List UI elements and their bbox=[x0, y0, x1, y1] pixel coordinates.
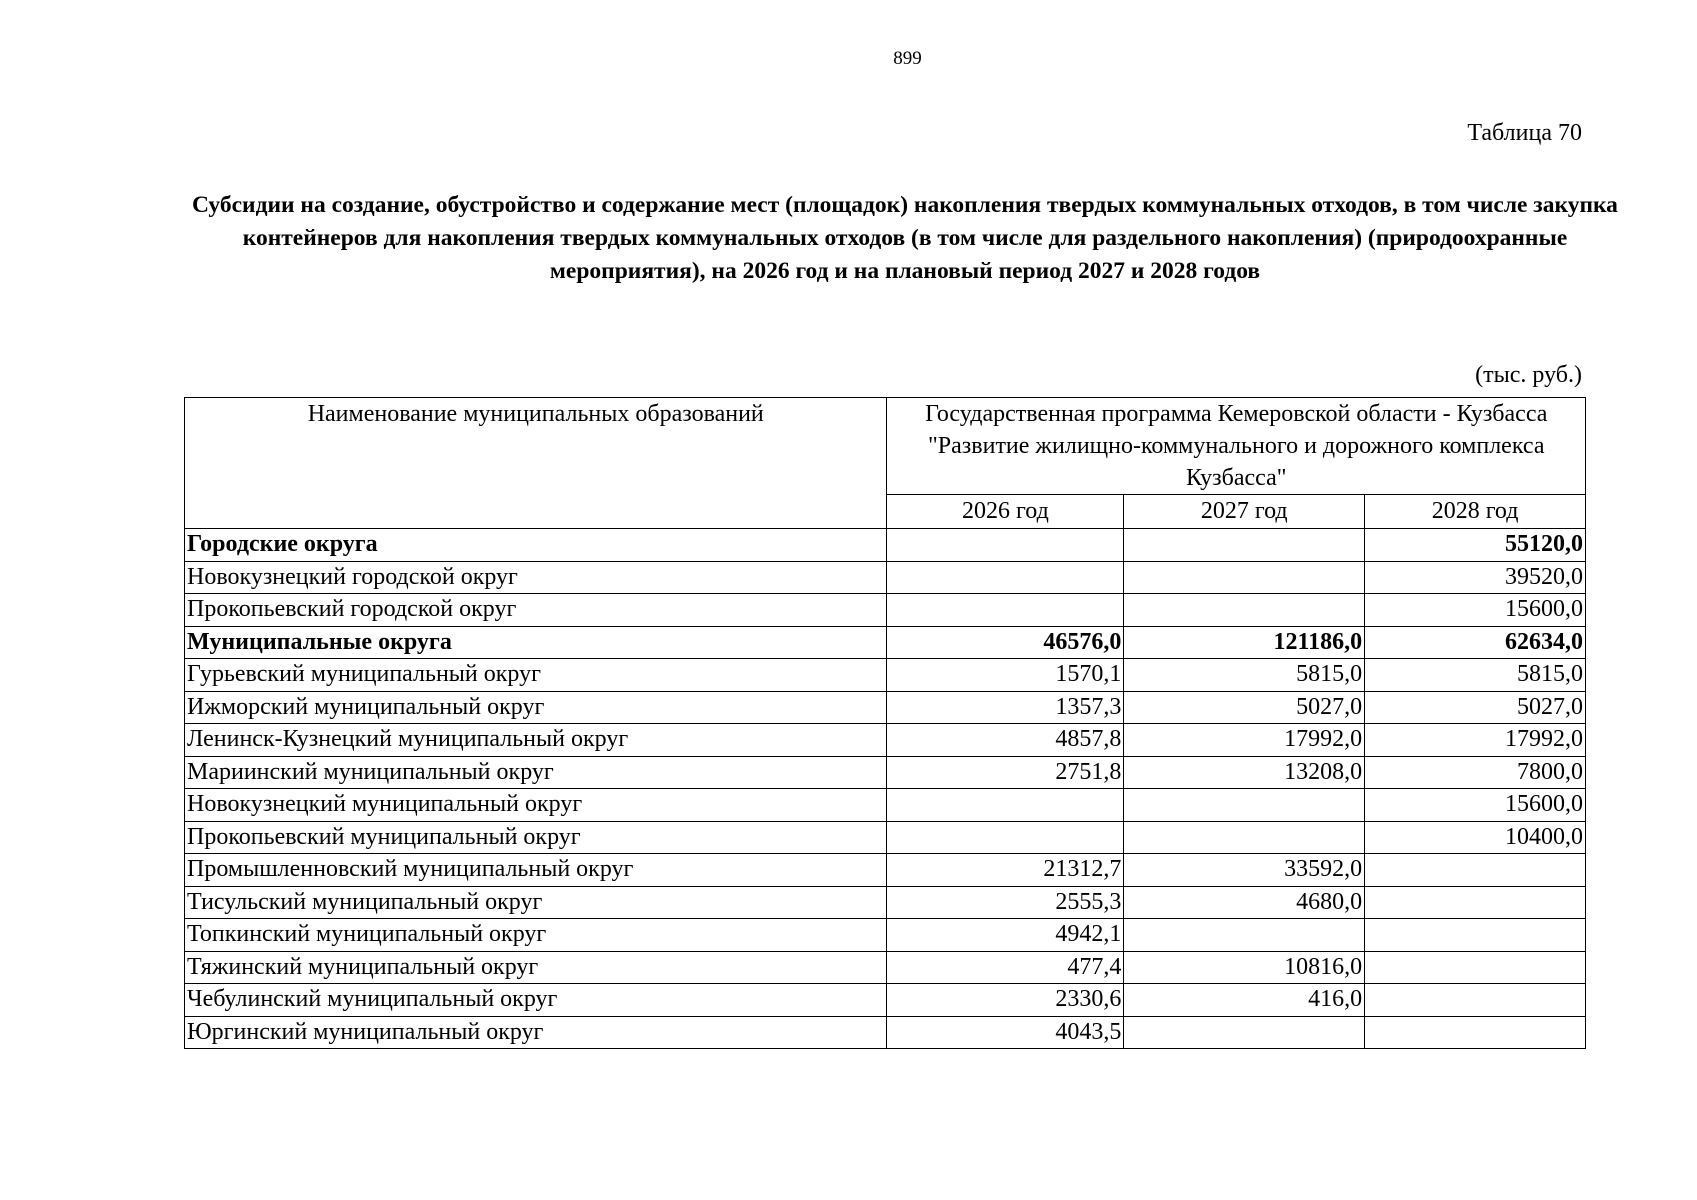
municipality-name-cell: Юргинский муниципальный округ bbox=[185, 1016, 887, 1049]
value-2027-cell bbox=[1124, 919, 1365, 952]
value-2028-cell: 5027,0 bbox=[1365, 691, 1586, 724]
table-row bbox=[185, 594, 1586, 627]
value-2027-cell: 5815,0 bbox=[1124, 659, 1365, 692]
municipality-name-cell: Ижморский муниципальный округ bbox=[185, 691, 887, 724]
header-municipality-name: Наименование муниципальных образований bbox=[185, 398, 887, 529]
value-2028-cell bbox=[1365, 951, 1586, 984]
value-2027-cell: 17992,0 bbox=[1124, 724, 1365, 757]
table-row bbox=[185, 691, 1586, 724]
table-label: Таблица 70 bbox=[1467, 120, 1582, 146]
value-2027-cell: 121186,0 bbox=[1124, 626, 1365, 659]
municipality-name-cell: Чебулинский муниципальный округ bbox=[185, 984, 887, 1017]
value-2028-cell: 17992,0 bbox=[1365, 724, 1586, 757]
value-2026-cell: 1570,1 bbox=[887, 659, 1124, 692]
value-2027-cell bbox=[1124, 1016, 1365, 1049]
value-2027-cell bbox=[1124, 561, 1365, 594]
header-year-2026: 2026 год bbox=[887, 495, 1124, 529]
table-row bbox=[185, 886, 1586, 919]
municipality-name-cell: Новокузнецкий городской округ bbox=[185, 561, 887, 594]
municipality-name-cell: Ленинск-Кузнецкий муниципальный округ bbox=[185, 724, 887, 757]
table-body bbox=[185, 529, 1586, 1049]
header-year-2027: 2027 год bbox=[1124, 495, 1365, 529]
table-row bbox=[185, 659, 1586, 692]
value-2026-cell: 4043,5 bbox=[887, 1016, 1124, 1049]
value-2028-cell: 39520,0 bbox=[1365, 561, 1586, 594]
municipality-name-cell: Топкинский муниципальный округ bbox=[185, 919, 887, 952]
value-2027-cell bbox=[1124, 789, 1365, 822]
value-2026-cell: 2555,3 bbox=[887, 886, 1124, 919]
value-2027-cell: 33592,0 bbox=[1124, 854, 1365, 887]
value-2028-cell bbox=[1365, 1016, 1586, 1049]
municipality-name-cell: Мариинский муниципальный округ bbox=[185, 756, 887, 789]
value-2028-cell: 7800,0 bbox=[1365, 756, 1586, 789]
value-2027-cell: 10816,0 bbox=[1124, 951, 1365, 984]
subsidy-table bbox=[184, 397, 1586, 1049]
value-2027-cell bbox=[1124, 529, 1365, 562]
value-2028-cell: 15600,0 bbox=[1365, 594, 1586, 627]
value-2026-cell: 21312,7 bbox=[887, 854, 1124, 887]
value-2026-cell: 1357,3 bbox=[887, 691, 1124, 724]
value-2028-cell: 62634,0 bbox=[1365, 626, 1586, 659]
value-2026-cell: 4857,8 bbox=[887, 724, 1124, 757]
value-2026-cell bbox=[887, 789, 1124, 822]
value-2028-cell bbox=[1365, 886, 1586, 919]
table-row bbox=[185, 789, 1586, 822]
table-row bbox=[185, 561, 1586, 594]
value-2027-cell: 416,0 bbox=[1124, 984, 1365, 1017]
value-2027-cell bbox=[1124, 594, 1365, 627]
municipality-name-cell: Новокузнецкий муниципальный округ bbox=[185, 789, 887, 822]
value-2026-cell bbox=[887, 821, 1124, 854]
table-row bbox=[185, 756, 1586, 789]
value-2028-cell bbox=[1365, 854, 1586, 887]
value-2028-cell: 10400,0 bbox=[1365, 821, 1586, 854]
units-label: (тыс. руб.) bbox=[1475, 362, 1582, 388]
table-row bbox=[185, 854, 1586, 887]
municipality-name-cell: Муниципальные округа bbox=[185, 626, 887, 659]
value-2027-cell bbox=[1124, 821, 1365, 854]
table-row bbox=[185, 984, 1586, 1017]
header-year-2028: 2028 год bbox=[1365, 495, 1586, 529]
value-2026-cell: 2330,6 bbox=[887, 984, 1124, 1017]
page-number: 899 bbox=[893, 48, 922, 69]
municipality-name-cell: Прокопьевский городской округ bbox=[185, 594, 887, 627]
value-2027-cell: 5027,0 bbox=[1124, 691, 1365, 724]
header-program: Государственная программа Кемеровской области - Кузбасса "Развитие жилищно-коммунального и дорожного комплекса Кузбасса" bbox=[887, 398, 1586, 495]
value-2027-cell: 13208,0 bbox=[1124, 756, 1365, 789]
table-header bbox=[185, 398, 1586, 529]
table-row bbox=[185, 919, 1586, 952]
value-2026-cell: 477,4 bbox=[887, 951, 1124, 984]
value-2026-cell bbox=[887, 529, 1124, 562]
municipality-name-cell: Тисульский муниципальный округ bbox=[185, 886, 887, 919]
value-2026-cell bbox=[887, 561, 1124, 594]
table-group-row bbox=[185, 626, 1586, 659]
document-title: Субсидии на создание, обустройство и содержание мест (площадок) накопления твердых коммунальных отходов, в том числе закупка контейнеров для накопления твердых коммунальных отходов (в том числе для раздельного накопления) (природоохранные мероприятия), на 2026 год и на плановый период 2027 и 2028 годов bbox=[192, 192, 1618, 284]
value-2026-cell: 4942,1 bbox=[887, 919, 1124, 952]
value-2028-cell bbox=[1365, 984, 1586, 1017]
value-2026-cell bbox=[887, 594, 1124, 627]
municipality-name-cell: Гурьевский муниципальный округ bbox=[185, 659, 887, 692]
table-row bbox=[185, 724, 1586, 757]
value-2028-cell: 55120,0 bbox=[1365, 529, 1586, 562]
value-2027-cell: 4680,0 bbox=[1124, 886, 1365, 919]
value-2026-cell: 46576,0 bbox=[887, 626, 1124, 659]
value-2028-cell: 15600,0 bbox=[1365, 789, 1586, 822]
municipality-name-cell: Промышленновский муниципальный округ bbox=[185, 854, 887, 887]
municipality-name-cell: Тяжинский муниципальный округ bbox=[185, 951, 887, 984]
municipality-name-cell: Городские округа bbox=[185, 529, 887, 562]
municipality-name-cell: Прокопьевский муниципальный округ bbox=[185, 821, 887, 854]
table-row bbox=[185, 821, 1586, 854]
table-row bbox=[185, 1016, 1586, 1049]
value-2028-cell bbox=[1365, 919, 1586, 952]
value-2028-cell: 5815,0 bbox=[1365, 659, 1586, 692]
table-row bbox=[185, 951, 1586, 984]
value-2026-cell: 2751,8 bbox=[887, 756, 1124, 789]
table-group-row bbox=[185, 529, 1586, 562]
